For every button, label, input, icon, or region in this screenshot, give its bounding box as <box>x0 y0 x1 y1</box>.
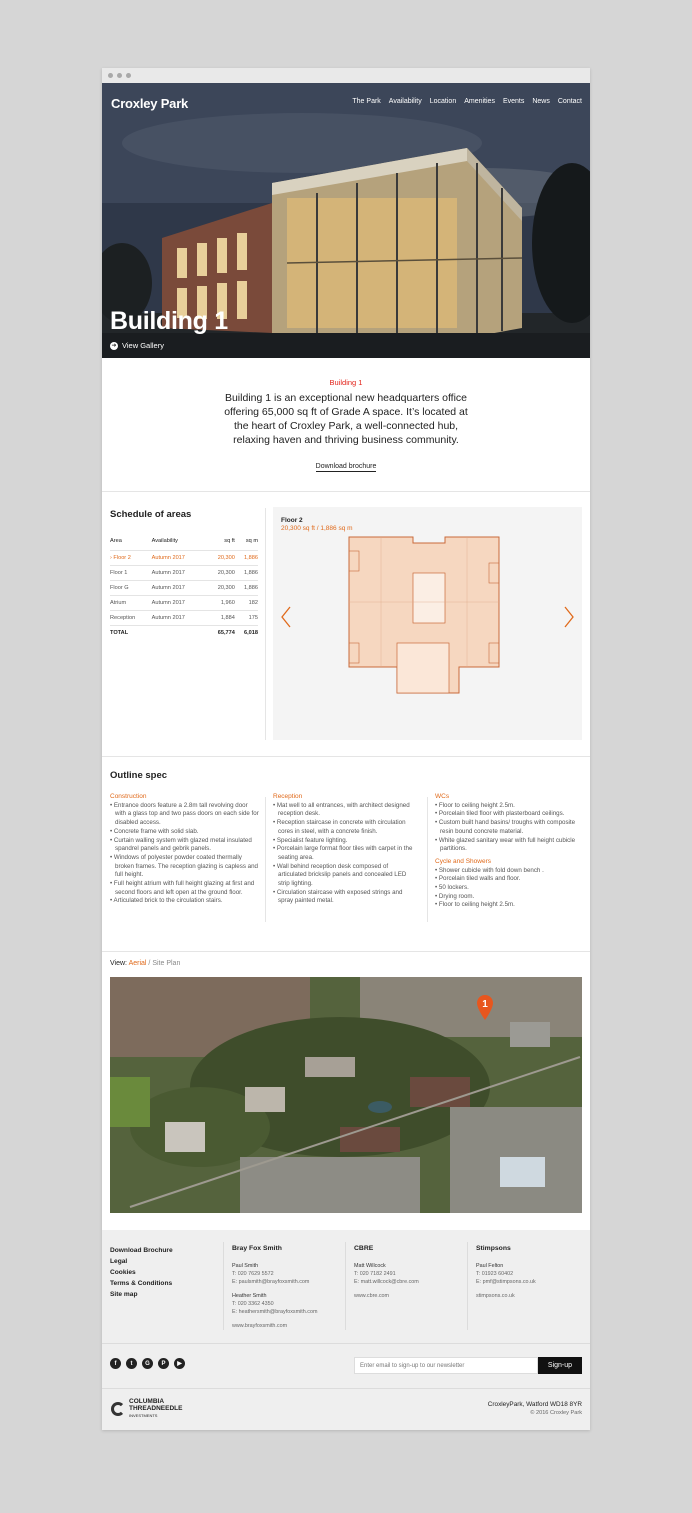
divider <box>467 1242 468 1330</box>
row-sqm: 175 <box>235 611 258 626</box>
spec-item: • Curtain walling system with glazed metal insulated spandrel panels and gebrik panels. <box>110 837 260 854</box>
row-availability: Autumn 2017 <box>152 596 207 611</box>
contact-name: Paul Smith <box>232 1263 259 1269</box>
table-row[interactable] <box>110 551 258 566</box>
agent-name: Stimpsons <box>476 1245 511 1252</box>
footer-link-cookies[interactable]: Cookies <box>110 1269 136 1276</box>
nav-events[interactable]: Events <box>502 98 525 105</box>
col-area: Area <box>110 538 122 544</box>
divider <box>265 797 266 922</box>
spec-item: • Mat well to all entrances, with architect designed reception desk. <box>273 802 418 819</box>
spec-item: • Circulation staircase with exposed strings and spray painted metal. <box>273 889 418 906</box>
logo-line-2: THREADNEEDLE <box>129 1405 183 1412</box>
facebook-icon[interactable]: f <box>110 1358 121 1369</box>
row-area: Reception <box>110 611 152 626</box>
outline-title: Outline spec <box>110 770 168 781</box>
table-row[interactable] <box>110 566 258 581</box>
spec-item: • Porcelain large format floor tiles with carpet in the seating area. <box>273 845 418 862</box>
brand-logo[interactable]: Croxley Park <box>111 96 189 111</box>
agent-name: Bray Fox Smith <box>232 1245 282 1252</box>
view-gallery-link[interactable] <box>110 341 164 350</box>
row-availability: Autumn 2017 <box>152 611 207 626</box>
chevron-right-icon[interactable] <box>563 606 575 628</box>
newsletter-email-input[interactable]: Enter email to sign-up to our newsletter <box>354 1357 538 1374</box>
spec-item: • Floor to ceiling height 2.5m. <box>435 802 585 811</box>
col-sqft: sq ft <box>224 538 235 544</box>
table-row[interactable] <box>110 611 258 626</box>
window-dot[interactable] <box>126 73 131 78</box>
spec-item: • Floor to ceiling height 2.5m. <box>435 901 585 910</box>
divider <box>345 1242 346 1330</box>
intro-section <box>102 358 590 492</box>
spec-item: • Concrete frame with solid slab. <box>110 828 260 837</box>
outline-spec-section <box>102 757 590 952</box>
row-availability: Autumn 2017 <box>152 581 207 596</box>
arrow-right-icon: ➜ <box>111 343 117 349</box>
divider <box>427 797 428 922</box>
reception-heading: Reception <box>273 793 303 800</box>
logo-line-3: INVESTMENTS <box>129 1413 158 1418</box>
spec-item: • White glazed sanitary wear with full height cubicle partitions. <box>435 837 585 854</box>
spec-item: • Shower cubicle with fold down bench . <box>435 867 585 876</box>
total-label: TOTAL <box>110 626 152 641</box>
chevron-left-icon[interactable] <box>280 606 292 628</box>
wcs-heading: WCs <box>435 793 450 800</box>
nav-availability[interactable]: Availability <box>388 98 422 105</box>
view-toggle <box>110 960 180 967</box>
youtube-icon[interactable]: ▶ <box>174 1358 185 1369</box>
footer-copyright: © 2016 Croxley Park <box>530 1410 582 1416</box>
agent-name: CBRE <box>354 1245 374 1252</box>
row-sqm: 1,886 <box>235 551 258 566</box>
spec-item: • Windows of polyester powder coated thermally broken frames. The reception glazing is capless and full height. <box>110 854 260 880</box>
total-sqft: 65,774 <box>207 626 235 641</box>
footer-link-download-brochure[interactable]: Download Brochure <box>110 1247 173 1254</box>
col-availability: Availability <box>151 538 178 544</box>
page-title: Building 1 <box>110 307 228 335</box>
reception-column <box>273 793 418 906</box>
nav-amenities[interactable]: Amenities <box>464 98 495 105</box>
table-total-row <box>110 626 258 641</box>
columbia-threadneedle-logo[interactable] <box>111 1398 182 1419</box>
row-sqft: 1,884 <box>207 611 235 626</box>
row-availability: Autumn 2017 <box>152 566 207 581</box>
view-label: View: <box>110 960 127 967</box>
row-availability: Autumn 2017 <box>152 551 207 566</box>
agent-website[interactable]: www.cbre.com <box>354 1293 390 1299</box>
total-sqm: 6,018 <box>235 626 258 641</box>
hero-banner <box>102 83 590 358</box>
construction-column <box>110 793 260 906</box>
agent-website[interactable]: stimpsons.co.uk <box>476 1293 515 1299</box>
showers-heading: Cycle and Showers <box>435 857 491 865</box>
columbia-threadneedle-mark-icon <box>111 1402 125 1416</box>
view-site-plan-tab[interactable]: Site Plan <box>152 960 181 967</box>
agent-cbre <box>354 1245 419 1300</box>
footer-address: CroxleyPark, Watford WD18 8YR <box>487 1401 582 1408</box>
contact-email[interactable]: E: matt.willcock@cbre.com <box>354 1279 419 1285</box>
spec-item: • Wall behind reception desk composed of articulated brickslip panels and concealed LED strip lighting. <box>273 863 418 889</box>
map-marker-icon[interactable] <box>476 994 494 1022</box>
signup-button[interactable]: Sign-up <box>538 1357 582 1374</box>
twitter-icon[interactable]: t <box>126 1358 137 1369</box>
view-separator: / <box>148 960 151 967</box>
spec-item: • Entrance doors feature a 2.8m tall revolving door with a glass top and two pass doors on each side for disabled access. <box>110 802 260 828</box>
browser-window <box>102 68 590 1430</box>
table-row[interactable] <box>110 581 258 596</box>
construction-heading: Construction <box>110 793 147 800</box>
footer-link-legal[interactable]: Legal <box>110 1258 128 1265</box>
spec-item: • Reception staircase in concrete with circulation cores in steel, with a concrete finish. <box>273 819 418 836</box>
footer-link-terms[interactable]: Terms & Conditions <box>110 1280 173 1287</box>
spec-item: • Custom built hand basins/ troughs with composite resin bound concrete material. <box>435 819 585 836</box>
schedule-table <box>110 536 258 640</box>
footer-links <box>110 1245 173 1300</box>
contact-name: Heather Smith <box>232 1293 267 1299</box>
divider <box>223 1242 224 1330</box>
window-chrome <box>102 68 590 83</box>
table-row[interactable] <box>110 596 258 611</box>
google-plus-icon[interactable]: G <box>142 1358 153 1369</box>
contact-phone[interactable]: T: 020 7182 2491 <box>354 1271 396 1277</box>
agent-stimpsons <box>476 1245 536 1300</box>
contact-name: Matt Willcock <box>354 1263 386 1269</box>
row-area: › Floor 2 <box>110 551 152 566</box>
divider <box>102 1388 590 1389</box>
floor-plan-drawing <box>273 507 582 740</box>
nav-contact[interactable]: Contact <box>557 98 582 105</box>
row-area: Floor 1 <box>110 566 152 581</box>
contact-phone[interactable]: T: 020 7629 5572 <box>232 1271 274 1277</box>
logo-line-1: COLUMBIA <box>129 1398 165 1405</box>
contact-phone[interactable]: T: 020 3362 4350 <box>232 1301 274 1307</box>
nav-location[interactable]: Location <box>429 98 457 105</box>
row-sqm: 1,886 <box>235 566 258 581</box>
aerial-photo <box>110 977 582 1213</box>
marker-label: 1 <box>482 999 488 1010</box>
intro-kicker: Building 1 <box>329 378 363 387</box>
row-sqft: 20,300 <box>207 551 235 566</box>
footer-link-site-map[interactable]: Site map <box>110 1291 138 1298</box>
contact-phone[interactable]: T: 01923 60402 <box>476 1271 514 1277</box>
row-sqft: 20,300 <box>207 566 235 581</box>
spec-item: • Articulated brick to the circulation stairs. <box>110 897 260 906</box>
spec-item: • Porcelain tiled floor with plasterboard ceilings. <box>435 810 585 819</box>
divider <box>265 508 266 740</box>
row-sqm: 1,886 <box>235 581 258 596</box>
view-aerial-tab[interactable]: Aerial <box>128 960 147 967</box>
contact-name: Paul Felton <box>476 1263 504 1269</box>
floor-area: 20,300 sq ft / 1,886 sq m <box>281 525 353 532</box>
floor-plan-panel <box>273 507 582 740</box>
footer-address-block <box>488 1400 582 1418</box>
nav-news[interactable]: News <box>532 98 550 105</box>
row-sqm: 182 <box>235 596 258 611</box>
spec-item: • Full height atrium with full height glazing at first and second floors and left open at the ground floor. <box>110 880 260 897</box>
row-sqft: 1,960 <box>207 596 235 611</box>
main-nav <box>352 98 582 105</box>
contact-email[interactable]: E: paulsmith@brayfoxsmith.com <box>232 1279 310 1285</box>
schedule-section <box>102 492 590 757</box>
window-dot[interactable] <box>117 73 122 78</box>
agent-website[interactable]: www.brayfoxsmith.com <box>232 1323 288 1329</box>
agent-bray-fox-smith <box>232 1245 317 1330</box>
download-brochure-link[interactable]: Download brochure <box>315 463 377 470</box>
divider <box>102 1343 590 1344</box>
aerial-map[interactable] <box>110 977 582 1213</box>
view-gallery-label: View Gallery <box>122 341 164 350</box>
row-area: Floor G <box>110 581 152 596</box>
row-sqft: 20,300 <box>207 581 235 596</box>
footer <box>102 1230 590 1430</box>
col-sqm: sq m <box>245 538 258 544</box>
wcs-column <box>435 793 585 910</box>
spec-item: • 50 lockers. <box>435 884 585 893</box>
floor-name: Floor 2 <box>281 517 303 524</box>
nav-the-park[interactable]: The Park <box>352 98 381 105</box>
schedule-title: Schedule of areas <box>110 509 192 520</box>
contact-email[interactable]: E: pmf@stimpsons.co.uk <box>476 1279 536 1285</box>
spec-item: • Porcelain tiled walls and floor. <box>435 875 585 884</box>
social-links <box>110 1358 185 1369</box>
row-area: Atrium <box>110 596 152 611</box>
contact-email[interactable]: E: heathersmith@brayfoxsmith.com <box>232 1309 318 1315</box>
window-dot[interactable] <box>108 73 113 78</box>
intro-lead: Building 1 is an exceptional new headquarters office offering 65,000 sq ft of Grade A space. It’s located at the heart of Croxley Park, a well-connected hub, relaxing haven and thriving business community. <box>224 392 468 446</box>
spec-item: • Specialist feature lighting. <box>273 837 418 846</box>
spec-item: • Drying room. <box>435 893 585 902</box>
pinterest-icon[interactable]: P <box>158 1358 169 1369</box>
